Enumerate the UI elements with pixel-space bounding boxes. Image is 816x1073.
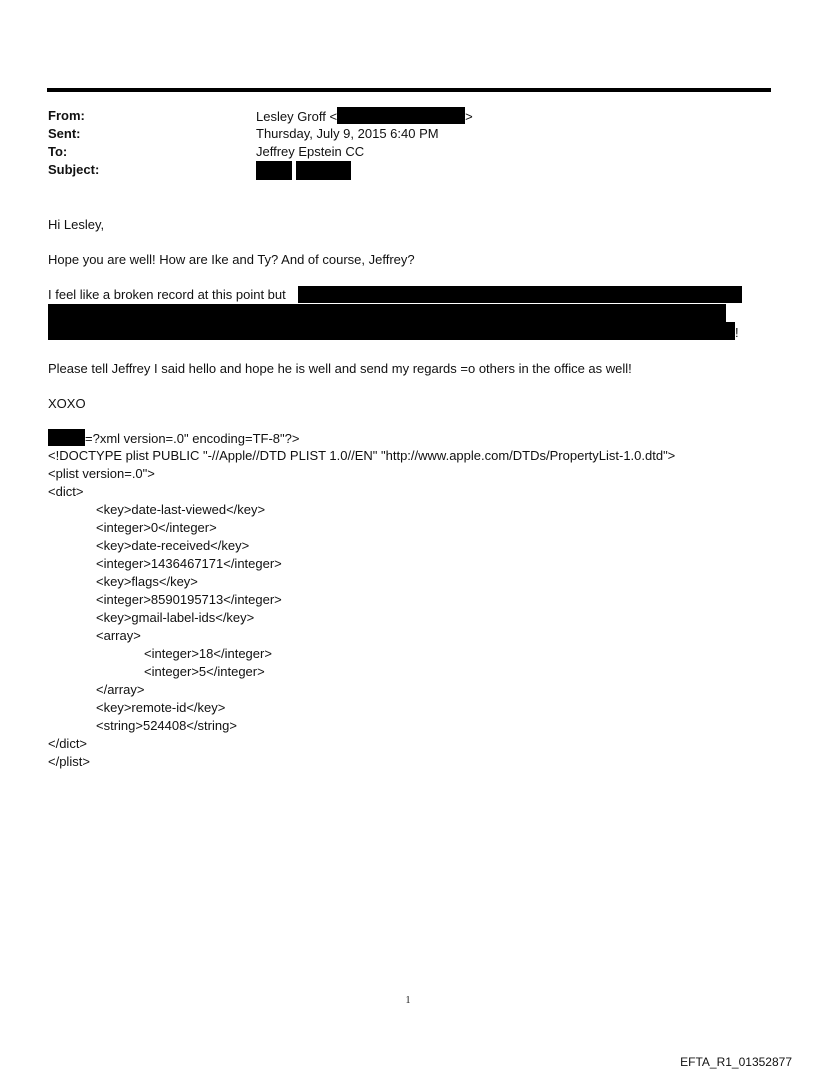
header-rule [47, 88, 771, 92]
xml-line: <integer>0</integer> [96, 520, 217, 535]
from-value [256, 107, 473, 126]
xml-line: <integer>8590195713</integer> [96, 592, 282, 607]
redaction-box [296, 161, 351, 180]
xml-line: <plist version=.0"> [48, 466, 155, 481]
xml-line: <!DOCTYPE plist PUBLIC "-//Apple//DTD PLIST 1.0//EN" "http://www.apple.com/DTDs/PropertyList-1.0.dtd"> [48, 448, 676, 463]
body-line-2 [48, 286, 286, 304]
xml-line: <key>gmail-label-ids</key> [96, 610, 255, 625]
redaction-box [298, 286, 742, 303]
xml-line: </plist> [48, 754, 90, 769]
xml-line: <key>remote-id</key> [96, 700, 226, 715]
xml-line: <array> [96, 628, 141, 643]
body-line-3: Please tell Jeffrey I said hello and hope he is well and send my regards =o others in the office as well! [48, 361, 632, 376]
xml-line: </array> [96, 682, 145, 697]
page-number: 1 [405, 995, 411, 1006]
subject-label: Subject: [48, 162, 100, 177]
subject-value [256, 161, 351, 182]
redaction-box [337, 107, 465, 124]
redaction-box [48, 304, 726, 322]
xml-line: <dict> [48, 484, 84, 499]
xml-line: <string>524408</string> [96, 718, 237, 733]
from-name: Lesley Groff < [256, 109, 338, 124]
xml-line: <key>date-last-viewed</key> [96, 502, 266, 517]
xml-line: </dict> [48, 736, 88, 751]
xml-line [48, 429, 675, 447]
xml-line: <integer>5</integer> [144, 664, 265, 679]
xml-line: <integer>1436467171</integer> [96, 556, 282, 571]
from-close: > [465, 109, 473, 124]
from-label: From: [48, 108, 85, 123]
sent-value: Thursday, July 9, 2015 6:40 PM [256, 126, 439, 141]
redaction-box [48, 322, 735, 340]
sent-label: Sent: [48, 126, 81, 141]
xml-line: <key>date-received</key> [96, 538, 250, 553]
signoff: XOXO [48, 396, 86, 411]
body-line-2-end: ! [735, 325, 739, 340]
redaction-box [256, 161, 292, 180]
to-label: To: [48, 144, 68, 159]
greeting: Hi Lesley, [48, 217, 105, 232]
xml-text: =?xml version=.0" encoding=TF-8"?> [85, 431, 300, 446]
redaction-box [48, 429, 85, 446]
body-line-1: Hope you are well! How are Ike and Ty? And of course, Jeffrey? [48, 252, 415, 267]
to-value: Jeffrey Epstein CC [256, 144, 365, 159]
xml-block [48, 429, 675, 771]
xml-line: <key>flags</key> [96, 574, 198, 589]
body-line-2-text: I feel like a broken record at this point but [48, 287, 286, 302]
bates-number: EFTA_R1_01352877 [680, 1055, 792, 1069]
xml-line: <integer>18</integer> [144, 646, 272, 661]
